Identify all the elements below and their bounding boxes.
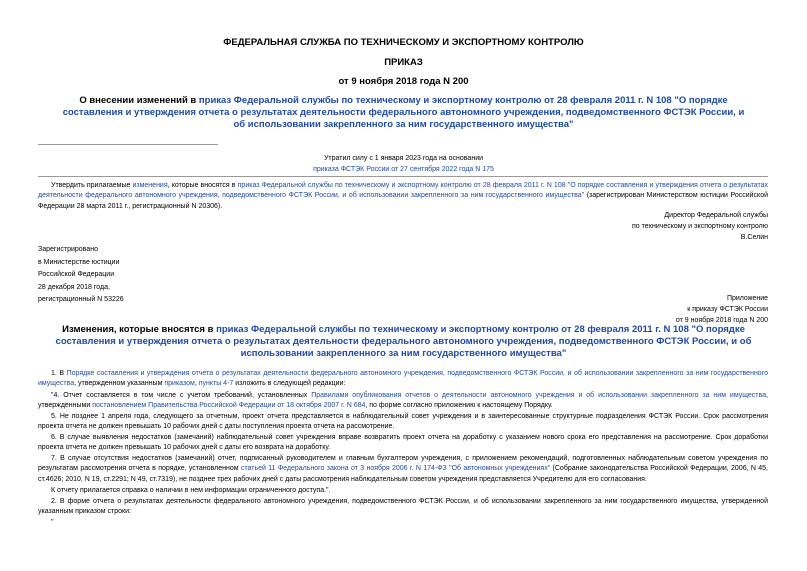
doc-title: О внесении изменений в приказ Федеральной службы по техническому и экспортному контролю от 28 февраля 2011 г. N 108 "О порядке составления и утверждения отчета о результатах деятельности федерального автономного учреждения, подведомственного ФСТЭК России, и об использовании закрепленного за ним государственного имущества" bbox=[62, 95, 745, 130]
rules-link[interactable]: Правилами опубликования отчетов о деятельности автономного учреждения и об использовании закрепленного за ним имущества bbox=[311, 392, 767, 399]
divider-short bbox=[38, 144, 218, 145]
lapse-link[interactable]: приказа ФСТЭК России от 27 сентября 2022 года N 175 bbox=[313, 166, 494, 173]
registration-block: Зарегистрировано в Министерстве юстиции Российской Федерации 28 декабря 2018 года, регистрационный N 53226 bbox=[38, 246, 124, 303]
paragraph-reference: К отчету прилагается справка о наличии в нем информации ограниченного доступа.". bbox=[51, 487, 331, 494]
divider-long bbox=[38, 176, 768, 177]
paragraph-6: 6. В случае выявления недостатков (замечаний) наблюдательный совет учреждения вправе возвратить проект отчета на доработку с указанием нового срока его представления на рассмотрение. Срок доработки проекта отчета не должен превышать 10 рабочих дней с даты его возврата на доработку. bbox=[38, 434, 768, 452]
paragraph-7: 7. В случае отсутствия недостатков (замечаний) отчет, подписанный руководителем и главным бухгалтером учреждения, с приложением рекомендаций, подготовленных наблюдательным советом учреждения по результатам рассмотрения отчета в порядке, установленном статьей 11 Федерального закона от 3 ноября 2006 г. N 174-ФЗ "Об автономных учреждениях" (Собрание законодательства Российской Федерации, 2006, N 45, ст.4626; 2010, N 19, ст.2291; N 49, ст.7319), не позднее трех рабочих дней с даты рассмотрения наблюдательным советом учреждения представляется Учредителю для его согласования. bbox=[38, 455, 768, 483]
doc-date-number: от 9 ноября 2018 года N 200 bbox=[338, 76, 469, 87]
law-link[interactable]: статьей 11 Федерального закона от 3 ноября 2006 г. N 174-ФЗ "Об автономных учреждениях" bbox=[240, 465, 551, 473]
appendix-block: Приложение к приказу ФСТЭК России от 9 ноября 2018 года N 200 bbox=[675, 295, 768, 324]
order-link[interactable]: приказ Федеральной службы по техническому и экспортному контролю от 28 февраля 2011 г. N 108 "О порядке составления и утверждения отчета о результатах деятельности федерального автономного учреждения, подведомственного ФСТЭК России, и об использовании закрепленного за ним государственного имущества" bbox=[38, 182, 768, 200]
paragraph-5: 5. Не позднее 1 апреля года, следующего за отчетным, проект отчета представляется в наблюдательный совет учреждения и в заинтересованные структурные подразделения ФСТЭК России. Срок рассмотрения проекта отчета не должен превышать 10 рабочих дней с даты поступления проекта отчета на рассмотрение. bbox=[38, 413, 768, 431]
paragraph-1: 1. В Порядке составления и утверждения отчета о результатах деятельности федерального автономного учреждения, подведомственного ФСТЭК России, и об использовании закрепленного за ним государственного имущества, утвержденном указанным приказом, пункты 4-7 изложить в следующей редакции: bbox=[38, 370, 768, 388]
resolution-link[interactable]: постановлением Правительства Российской Федерации от 18 октября 2007 г. N 684 bbox=[92, 402, 366, 410]
items-link[interactable]: пункты 4-7 bbox=[198, 380, 234, 388]
changes-title-link[interactable]: приказ Федеральной службы по техническому и экспортному контролю от 28 февраля 2011 г. N 108 "О порядке составления и утверждения отчета о результатах деятельности федерального автономного учреждения, подведомственного ФСТЭК России, и об использовании закрепленного за ним государственного имущества" bbox=[55, 324, 752, 359]
paragraph-quote: " bbox=[51, 519, 54, 526]
paragraph-4: "4. Отчет составляется в том числе с учетом требований, установленных Правилами опубликования отчетов о деятельности автономного учреждения и об использовании закрепленного за ним имущества, утвержденными постановлением Правительства Российской Федерации от 18 октября 2007 г. N 684, по форме согласно приложению к настоящему Порядку. bbox=[38, 392, 768, 410]
signature-block: Директор Федеральной службы по техническому и экспортному контролю В.Селин bbox=[631, 212, 768, 241]
lapse-note: Утратил силу с 1 января 2023 года на основании приказа ФСТЭК России от 27 сентября 2022 года N 175 bbox=[313, 155, 494, 173]
changes-title: Изменения, которые вносятся в приказ Федеральной службы по техническому и экспортному контролю от 28 февраля 2011 г. N 108 "О порядке составления и утверждения отчета о результатах деятельности федерального автономного учреждения, подведомственного ФСТЭК России, и об использовании закрепленного за ним государственного имущества" bbox=[55, 324, 752, 359]
agency-name: ФЕДЕРАЛЬНАЯ СЛУЖБА ПО ТЕХНИЧЕСКОМУ И ЭКСПОРТНОМУ КОНТРОЛЮ bbox=[223, 37, 584, 48]
changes-link[interactable]: изменения bbox=[132, 182, 168, 189]
order-ref-link[interactable]: приказом bbox=[164, 380, 195, 388]
procedure-link[interactable]: Порядке составления и утверждения отчета о результатах деятельности федерального автономного учреждения, подведомственного ФСТЭК России, и об использовании закрепленного за ним государственного имущества bbox=[38, 370, 768, 388]
approve-paragraph: Утвердить прилагаемые изменения, которые вносятся в приказ Федеральной службы по техническому и экспортному контролю от 28 февраля 2011 г. N 108 "О порядке составления и утверждения отчета о результатах деятельности федерального автономного учреждения, подведомственного ФСТЭК России, и об использовании закрепленного за ним государственного имущества" (зарегистрирован Министерством юстиции Российской Федерации 28 марта 2011 г., регистрационный N 20306). bbox=[38, 182, 768, 210]
paragraph-2: 2. В форме отчета о результатах деятельности федерального автономного учреждения, подведомственного ФСТЭК России, и об использовании закрепленного за ним государственного имущества, утвержденной указанным приказом строки: bbox=[38, 498, 768, 516]
title-link[interactable]: приказ Федеральной службы по техническому и экспортному контролю от 28 февраля 2011 г. N 108 "О порядке составления и утверждения отчета о результатах деятельности федерального автономного учреждения, подведомственного ФСТЭК России, и об использовании закрепленного за ним государственного имущества" bbox=[62, 95, 745, 130]
doc-type: ПРИКАЗ bbox=[384, 57, 423, 68]
